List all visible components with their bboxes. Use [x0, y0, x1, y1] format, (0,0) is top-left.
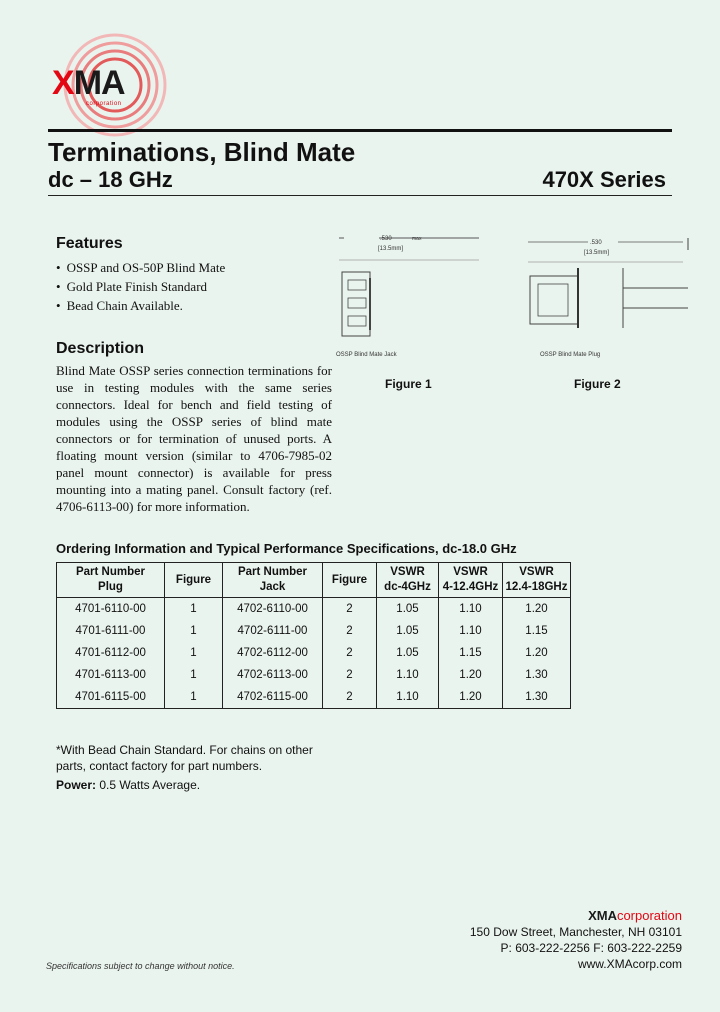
header-vswr-3: VSWR 12.4-18GHz — [503, 563, 571, 598]
disclaimer: Specifications subject to change without notice. — [46, 961, 235, 971]
cell-plug: 4701-6112-00 — [57, 642, 165, 664]
cell-jack: 4702-6112-00 — [223, 642, 323, 664]
cell-vswr: 1.10 — [377, 664, 439, 686]
figure-1-dim: .530 — [380, 236, 392, 242]
cell-figure: 1 — [165, 598, 223, 621]
contact-brand: XMAcorporation — [588, 908, 682, 923]
cell-jack: 4702-6113-00 — [223, 664, 323, 686]
cell-plug: 4701-6115-00 — [57, 686, 165, 709]
header-figure: Figure — [323, 563, 377, 598]
list-item: • OSSP and OS-50P Blind Mate — [56, 258, 225, 277]
features-heading: Features — [56, 235, 123, 252]
contact-block — [470, 908, 682, 972]
cell-vswr: 1.10 — [439, 620, 503, 642]
power-value: 0.5 Watts Average. — [96, 778, 201, 792]
description-heading: Description — [56, 340, 145, 357]
cell-vswr: 1.20 — [439, 686, 503, 709]
cell-vswr: 1.30 — [503, 686, 571, 709]
cell-vswr: 1.30 — [503, 664, 571, 686]
frequency-range: dc – 18 GHz — [48, 167, 173, 192]
subheader-rule — [48, 195, 672, 196]
cell-figure: 1 — [165, 664, 223, 686]
cell-vswr: 1.05 — [377, 620, 439, 642]
cell-vswr: 1.05 — [377, 642, 439, 664]
cell-plug: 4701-6111-00 — [57, 620, 165, 642]
list-item: • Gold Plate Finish Standard — [56, 277, 225, 296]
logo-subtext: corporation — [86, 101, 122, 107]
logo-wordmark: XMA — [52, 64, 125, 102]
cell-plug: 4701-6113-00 — [57, 664, 165, 686]
figure-2-dim-mm: [13.5mm] — [584, 250, 610, 256]
figure-2-caption: OSSP Blind Mate Plug — [540, 352, 601, 358]
contact-address: 150 Dow Street, Manchester, NH 03101 — [469, 925, 682, 939]
features-list — [56, 258, 225, 315]
spec-table — [56, 562, 571, 709]
cell-vswr: 1.10 — [439, 598, 503, 621]
header-jack-part: Part Number Jack — [223, 563, 323, 598]
cell-jack: 4702-6115-00 — [223, 686, 323, 709]
header-rule — [48, 129, 672, 132]
cell-figure: 1 — [165, 642, 223, 664]
cell-vswr: 1.15 — [439, 642, 503, 664]
contact-web[interactable]: www.XMAcorp.com — [577, 957, 682, 971]
contact-phone: P: 603-222-2256 F: 603-222-2259 — [500, 941, 682, 955]
cell-vswr: 1.10 — [377, 686, 439, 709]
cell-vswr: 1.20 — [503, 598, 571, 621]
cell-figure: 1 — [165, 686, 223, 709]
cell-plug: 4701-6110-00 — [57, 598, 165, 621]
cell-jack: 4702-6111-00 — [223, 620, 323, 642]
figure-2-drawing — [528, 228, 693, 358]
figure-1-drawing — [334, 228, 484, 358]
table-row — [57, 686, 571, 709]
power-label: Power: — [56, 778, 97, 792]
table-row — [57, 620, 571, 642]
cell-vswr: 1.05 — [377, 598, 439, 621]
header-vswr-1: VSWR dc-4GHz — [377, 563, 439, 598]
cell-figure: 2 — [323, 598, 377, 621]
header-vswr-2: VSWR 4-12.4GHz — [439, 563, 503, 598]
cell-figure: 2 — [323, 664, 377, 686]
cell-vswr: 1.20 — [503, 642, 571, 664]
cell-jack: 4702-6110-00 — [223, 598, 323, 621]
list-item: • Bead Chain Available. — [56, 296, 225, 315]
table-header-row — [57, 563, 571, 598]
cell-figure: 2 — [323, 620, 377, 642]
cell-figure: 1 — [165, 620, 223, 642]
table-row — [57, 642, 571, 664]
table-title: Ordering Information and Typical Performance Specifications, dc-18.0 GHz — [56, 541, 517, 556]
cell-figure: 2 — [323, 642, 377, 664]
header-plug-part: Part Number Plug — [57, 563, 165, 598]
power-spec — [56, 778, 200, 792]
figure-1-caption: OSSP Blind Mate Jack — [336, 352, 397, 358]
cell-vswr: 1.15 — [503, 620, 571, 642]
page-title: Terminations, Blind Mate — [48, 137, 356, 167]
cell-figure: 2 — [323, 686, 377, 709]
description-text: Blind Mate OSSP series connection terminations for use in testing modules with the same series connectors. Ideal for bench and field testing of modules using the OSSP series of blind mate connectors or for termination of unused ports. A floating mount version (similar to 4706-7985-02 panel mount connector) is available for press mounting into a mating panel. Consult factory (ref. 4706-6113-00) for more information. — [56, 363, 332, 514]
header-figure: Figure — [165, 563, 223, 598]
figure-2-dim: .530 — [590, 240, 602, 246]
figure-1-dim-max: max — [412, 236, 422, 242]
table-row — [57, 664, 571, 686]
figure-2-label: Figure 2 — [574, 377, 621, 391]
bead-chain-note: *With Bead Chain Standard. For chains on other parts, contact factory for part numbers. — [56, 743, 313, 773]
figure-1-dim-mm: [13.5mm] — [378, 246, 404, 252]
table-row — [57, 598, 571, 621]
figure-1-label: Figure 1 — [385, 377, 432, 391]
cell-vswr: 1.20 — [439, 664, 503, 686]
series-label: 470X Series — [542, 167, 666, 192]
